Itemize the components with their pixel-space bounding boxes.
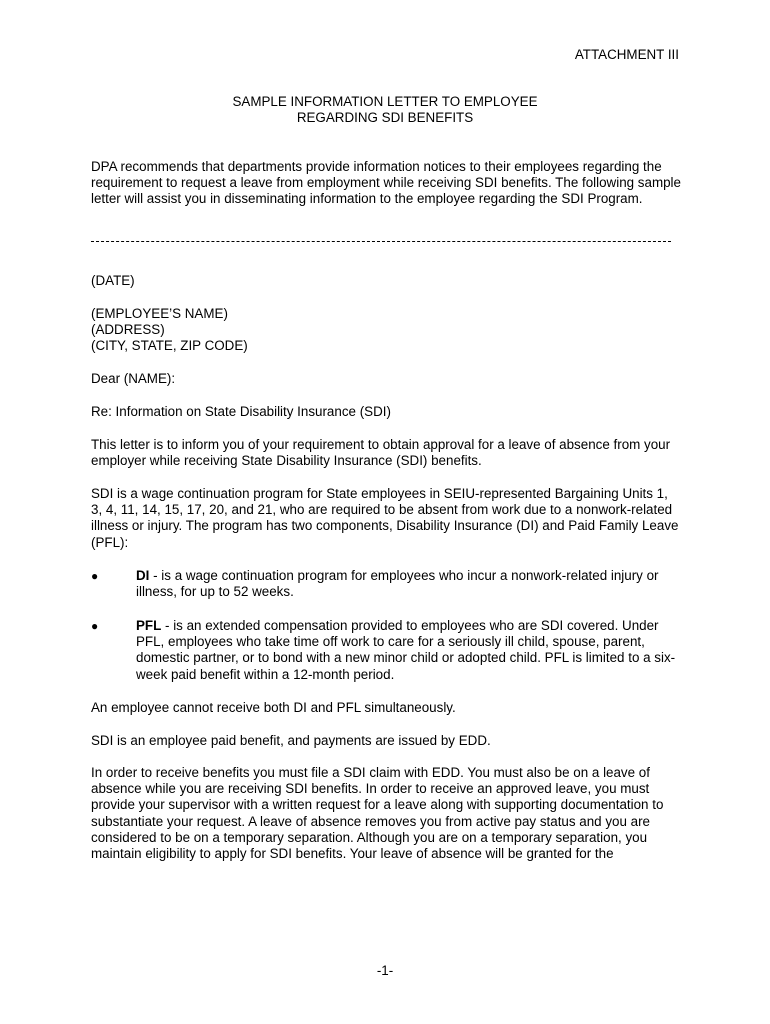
- title-line-1: SAMPLE INFORMATION LETTER TO EMPLOYEE: [232, 94, 538, 109]
- attachment-label: ATTACHMENT III: [574, 47, 679, 62]
- address-block: [91, 306, 681, 355]
- letter-paragraph-5: In order to receive benefits you must file a SDI claim with EDD. You must also be on a leave of absence while you are receiving SDI benefits. In order to receive an approved leave, you must provide your supervisor with a written request for a leave along with supporting documentation to substantiate your request. A leave of absence removes you from active pay status and you are considered to be on a temporary separation. Although you are on a temporary separation, you maintain eligibility to apply for SDI benefits. Your leave of absence will be granted for the: [91, 765, 664, 862]
- bullet-term: PFL: [136, 618, 162, 633]
- bullet-icon: ●: [91, 569, 99, 583]
- bullet-term: DI: [136, 568, 150, 583]
- bullet-item-pfl: [91, 618, 681, 683]
- salutation: Dear (NAME):: [91, 371, 176, 386]
- intro-paragraph: DPA recommends that departments provide information notices to their employees regarding the requirement to request a leave from employment while receiving SDI benefits. The following sample letter will assist you in disseminating information to the employee regarding the SDI Program.: [91, 159, 681, 207]
- page-number: -1-: [376, 963, 394, 978]
- subject-line: Re: Information on State Disability Insurance (SDI): [91, 404, 391, 419]
- dashed-divider: [91, 241, 671, 242]
- employee-address: (ADDRESS): [91, 322, 165, 338]
- bullet-text: - is an extended compensation provided to employees who are SDI covered. Under PFL, employees who take time off work to care for a seriously ill child, spouse, parent, domestic partner, or to bond with a new minor child or adopted child. PFL is limited to a six-week paid benefit within a 12-month period.: [136, 618, 676, 682]
- title-line-2: REGARDING SDI BENEFITS: [296, 110, 474, 126]
- employee-name: (EMPLOYEE’S NAME): [91, 306, 228, 321]
- bullet-text: - is a wage continuation program for employees who incur a nonwork-related injury or illness, for up to 52 weeks.: [136, 568, 659, 600]
- bullet-icon: ●: [91, 619, 99, 633]
- document-title: [0, 94, 770, 126]
- bullet-item-di: [91, 568, 681, 600]
- letter-date: (DATE): [91, 273, 135, 288]
- letter-paragraph-2: SDI is a wage continuation program for State employees in SEIU-represented Bargaining Units 1, 3, 4, 11, 14, 15, 17, 20, and 21, who are required to be absent from work due to a nonwork-related illness or injury. The program has two components, Disability Insurance (DI) and Paid Family Leave (PFL):: [91, 486, 679, 550]
- letter-paragraph-3: An employee cannot receive both DI and PFL simultaneously.: [91, 700, 456, 715]
- letter-paragraph-1: This letter is to inform you of your requirement to obtain approval for a leave of absence from your employer while receiving State Disability Insurance (SDI) benefits.: [91, 437, 671, 469]
- employee-city: (CITY, STATE, ZIP CODE): [91, 338, 248, 354]
- letter-paragraph-4: SDI is an employee paid benefit, and payments are issued by EDD.: [91, 733, 491, 748]
